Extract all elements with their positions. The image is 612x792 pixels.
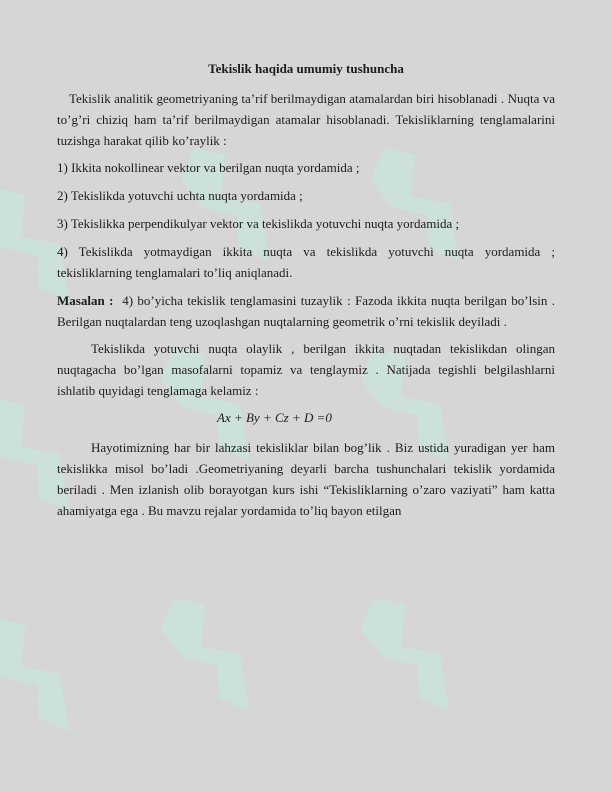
document-title: Tekislik haqida umumiy tushuncha xyxy=(208,61,404,76)
example-label: Masalan : xyxy=(57,293,114,308)
list-item: 4) Tekislikda yotmaydigan ikkita nuqta va tekislikda yotuvchi nuqta yordamida ; tekisliklarning tenglamalari to’liq aniqlanadi. xyxy=(57,244,555,280)
intro-paragraph: Tekislik analitik geometriyaning ta’rif berilmaydigan atamalardan biri hisoblanadi . Nuqta va to’g’ri chiziq ham ta’rif berilmaydigan atamalar hisoblanadi. Tekisliklarning tenglamalarini tuzishga harakat qilib ko’raylik : xyxy=(57,91,555,148)
body-paragraph-2: Tekislikda yotuvchi nuqta olaylik , berilgan ikkita nuqtadan tekislikdan olingan nuqtagacha bo’lgan masofalarni topamiz va tenglaymiz . Natijada tegishli belgilashlarni ishlatib quyidagi tenglamaga kelamiz : xyxy=(57,341,555,398)
plane-equation: Ax + By + Cz + D =0 xyxy=(217,410,332,425)
body-paragraph-3: Hayotimizning har bir lahzasi tekisliklar bilan bog’lik . Biz ustida yuradigan yer ham tekislikka misol bo’ladi .Geometriyaning deyarli barcha tushunchalari tekislik yordamida beriladi . Men izlanish olib borayotgan kurs ishi “Tekisliklarning o’zaro vaziyati” ham katta ahamiyatga ega . Bu mavzu rejalar yordamida to’liq bayon etilgan xyxy=(57,440,555,518)
list-item: 1) Ikkita nokollinear vektor va berilgan nuqta yordamida ; xyxy=(57,160,360,175)
list-item: 3) Tekislikka perpendikulyar vektor va tekislikda yotuvchi nuqta yordamida ; xyxy=(57,216,460,231)
watermark-logo-icon xyxy=(0,595,110,755)
watermark-logo-icon xyxy=(340,575,490,735)
example-text: 4) bo’yicha tekislik tenglamasini tuzaylik : Fazoda ikkita nuqta berilgan bo’lsin . Berilgan nuqtalardan teng uzoqlashgan nuqtalarning geometrik o’rni tekislik deyiladi . xyxy=(57,293,556,329)
list-item: 2) Tekislikda yotuvchi uchta nuqta yordamida ; xyxy=(57,188,303,203)
example-paragraph xyxy=(57,290,555,332)
document-body xyxy=(57,58,555,527)
watermark-logo-icon xyxy=(140,575,290,735)
